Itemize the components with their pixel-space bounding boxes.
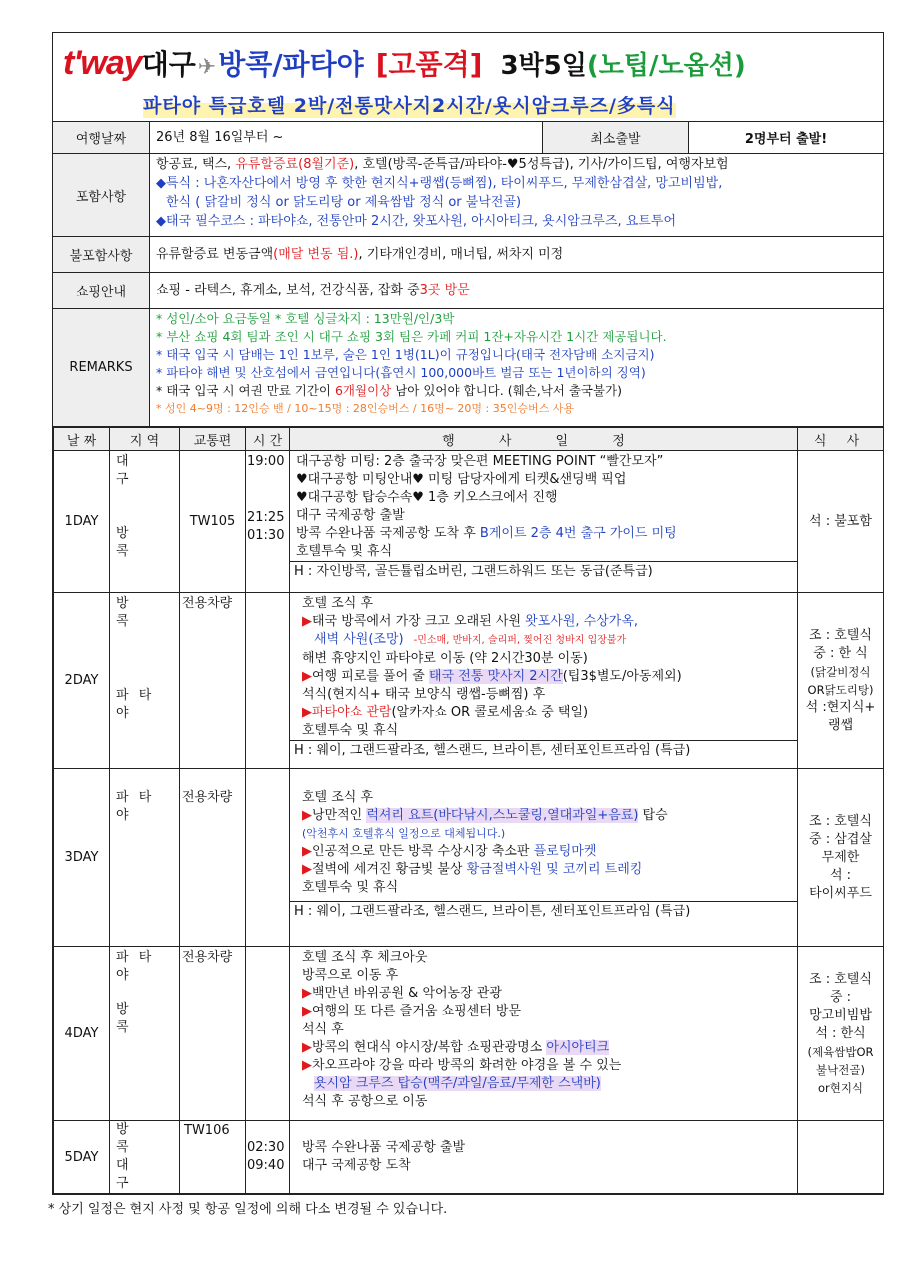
day-5-line-1: 방콕 수완나품 국제공항 출발	[302, 1140, 466, 1155]
footnote: * 상기 일정은 현지 사정 및 항공 일정에 의해 다소 변경될 수 있습니다.	[48, 1202, 448, 1217]
day-2-line-5-b: (팁3$별도/아동제외)	[562, 669, 682, 684]
must-course-line: ◆태국 필수코스 : 파타야쇼, 전통안마 2시간, 왓포사원, 아시아티크, 욧시암크루즈, 요트투어	[156, 214, 677, 229]
day-2-itinerary	[290, 593, 798, 769]
floating-market: 플로팅마켓	[533, 844, 597, 859]
included-row	[53, 154, 883, 237]
excluded-monthly-note: (매달 변동 됨.)	[273, 247, 359, 262]
day-4-times	[246, 947, 290, 1121]
day-3-meal-4: 석 :	[829, 867, 852, 883]
day-5-itinerary	[290, 1121, 798, 1194]
day-1-lines	[290, 451, 797, 561]
day-5-flight	[180, 1121, 246, 1194]
day-1-itinerary	[290, 451, 798, 593]
day-2-meal-5: 석 :현지식+	[805, 699, 876, 715]
day-1-meal: 석 : 불포함	[798, 451, 884, 593]
remark-5-b: 남아 있어야 합니다. (훼손,낙서 출국불가)	[391, 383, 623, 398]
plane-icon: ✈	[197, 55, 217, 80]
shopping-visits: 3곳 방문	[419, 283, 470, 298]
day-3-lines	[290, 769, 797, 901]
day-3-region	[110, 769, 180, 947]
min-departure-value: 2명부터 출발!	[744, 132, 828, 147]
arrow-icon: ▶	[302, 1040, 312, 1055]
day-5-line-2: 대구 국제공항 도착	[302, 1158, 411, 1173]
grade-badge: [고품격]	[375, 48, 483, 81]
day-5-times	[246, 1121, 290, 1194]
day-4-meal-2: 중 :	[829, 989, 852, 1005]
day-4-line-7	[302, 1057, 791, 1075]
schedule-header-row	[54, 428, 884, 451]
included-label: 포함사항	[53, 154, 150, 236]
day-2-times	[246, 593, 290, 769]
day-2-meal	[798, 593, 884, 769]
day-4-line-6-a: 방콕의 현대식 야시장/복합 쇼핑관광명소	[312, 1040, 547, 1055]
day-2-line-7	[302, 704, 791, 722]
remark-6: * 성인 4~9명 : 12인승 밴 / 10~15명 : 28인승버스 / 16명~ 20명 : 35인승버스 사용	[156, 402, 574, 415]
day-4-row	[54, 947, 884, 1121]
day-4-line-5: 석식 후	[302, 1022, 344, 1037]
itinerary-frame	[52, 32, 884, 1195]
day-2-row	[54, 593, 884, 769]
wat-pho-temple: 왓포사원, 수상가옥,	[525, 614, 639, 629]
day-2-lines	[290, 593, 797, 740]
shopping-label: 쇼핑안내	[53, 273, 150, 308]
day-2-region	[110, 593, 180, 769]
day-3-transport-text: 전용차량	[182, 790, 233, 805]
asiatique: 아시아티크	[546, 1040, 610, 1055]
day-4-meal-6: 불낙전골)	[816, 1062, 865, 1077]
day-2-meal-1: 조 : 호텔식	[809, 627, 872, 643]
day-4-line-2: 방콕으로 이동 후	[302, 968, 399, 983]
fuel-surcharge-note: 유류할증료(8월기준)	[235, 157, 355, 172]
duration: 3박5일	[500, 51, 587, 81]
dawn-temple: 새벽 사원(조망)	[314, 632, 404, 647]
remark-5	[156, 382, 877, 400]
thai-massage: 태국 전통 맛사지 2시간	[429, 669, 563, 684]
day-3-meal	[798, 769, 884, 947]
header-meal: 식 사	[798, 428, 884, 451]
day-1-line-4: 대구 국제공항 출발	[296, 508, 405, 523]
day-2-line-7-b: (알카자쇼 OR 콜로세움쇼 중 택일)	[391, 705, 589, 720]
header-day: 날 짜	[54, 428, 110, 451]
day-3-row	[54, 769, 884, 947]
arrow-icon: ▶	[302, 705, 312, 720]
day-1-times	[246, 451, 290, 593]
day-4-meal-4: 석 : 한식	[815, 1025, 866, 1041]
arrow-icon: ▶	[302, 614, 312, 629]
excluded-content	[150, 237, 883, 272]
day-4-meal-1: 조 : 호텔식	[809, 971, 872, 987]
shopping-content	[150, 273, 883, 308]
day-3-meal-5: 타이씨푸드	[809, 885, 872, 901]
guide-meeting-point: B게이트 2층 4번 출구 가이드 미팅	[479, 526, 677, 541]
day-2-line-4: 해변 휴양지인 파타야로 이동 (약 2시간30분 이동)	[302, 651, 588, 666]
remarks-label: REMARKS	[53, 309, 150, 426]
day-1-line-3: ♥대구공항 탑승수속♥ 1층 키오스크에서 진행	[296, 490, 558, 505]
day-2-line-3	[302, 631, 791, 650]
day-2-region-2: 파 타 야	[116, 688, 155, 721]
day-3-line-2-a: 낭만적인	[312, 808, 367, 823]
day-3-meal-1: 조 : 호텔식	[809, 813, 872, 829]
day-1-region-2: 방 콕	[116, 526, 147, 559]
day-2-hotel: H : 웨이, 그랜드팔라조, 헬스랜드, 브라이튼, 센터포인트프라임 (특급)	[290, 740, 797, 761]
day-2-meal-4: OR닭도리탕)	[807, 682, 874, 697]
destination: 방콕/파타야	[218, 48, 364, 81]
day-4-region	[110, 947, 180, 1121]
day-2-line-8: 호텔투숙 및 휴식	[302, 723, 399, 738]
day-3-line-1: 호텔 조식 후	[302, 790, 374, 805]
day-4-meal-7: or현지식	[817, 1080, 864, 1095]
day-3-label: 3DAY	[54, 769, 110, 947]
day-3-line-6: 호텔투숙 및 휴식	[302, 880, 399, 895]
included-line-1	[156, 155, 877, 174]
date-value: 26년 8월 16일부터 ~	[150, 122, 543, 153]
day-4-line-3	[302, 985, 791, 1003]
schedule-table	[53, 427, 884, 1194]
day-1-line-1: 대구공항 미팅: 2층 출국장 맞은편 MEETING POINT “빨간모자”	[296, 454, 664, 469]
day-5-time-1: 02:30	[247, 1140, 285, 1155]
day-4-transport	[180, 947, 246, 1121]
arrow-icon: ▶	[302, 862, 312, 877]
day-1-time-3: 01:30	[247, 528, 285, 543]
day-3-region-1: 파 타 야	[116, 790, 155, 823]
day-2-meal-2: 중 : 한 식	[813, 645, 868, 661]
day-3-meal-2: 중 : 삼겹살	[809, 831, 872, 847]
remark-5-a: * 태국 입국 시 여권 만료 기간이	[156, 383, 335, 398]
day-4-meal	[798, 947, 884, 1121]
excluded-text-b: , 기타개인경비, 매너팁, 써차지 미정	[358, 247, 564, 262]
day-3-transport	[180, 769, 246, 947]
day-3-line-4	[302, 843, 791, 861]
arrow-icon: ▶	[302, 844, 312, 859]
day-3-meal-3: 무제한	[821, 849, 860, 865]
day-5-region	[110, 1121, 180, 1194]
day-5-meal	[798, 1121, 884, 1194]
header-itinerary: 행 사 일 정	[290, 428, 798, 451]
day-3-line-5	[302, 861, 791, 879]
day-2-line-2-a: 태국 방콕에서 가장 크고 오래된 사원	[312, 614, 526, 629]
yodsiam-cruise: 욧시암 크루즈 탑승(맥주/과일/음료/무제한 스낵바)	[314, 1076, 601, 1091]
day-3-times	[246, 769, 290, 947]
day-3-itinerary	[290, 769, 798, 947]
day-4-region-2: 방 콕	[116, 1002, 147, 1035]
day-4-itinerary	[290, 947, 798, 1121]
options-note: (노팁/노옵션)	[586, 51, 746, 81]
subtitle: 파타야 특급호텔 2박/전통맛사지2시간/욧시암크루즈/多특식	[143, 91, 676, 118]
tway-logo-way: way	[80, 44, 142, 82]
arrow-icon: ▶	[302, 669, 312, 684]
day-4-line-8	[302, 1075, 791, 1093]
min-departure-label: 최소출발	[543, 122, 689, 153]
day-1-line-5	[296, 525, 791, 543]
arrow-icon: ▶	[302, 808, 312, 823]
remark-3: * 태국 입국 시 담배는 1인 1보루, 술은 1인 1병(1L)이 규정입니다(태국 전자담배 소지금지)	[156, 347, 655, 362]
day-2-line-1: 호텔 조식 후	[302, 596, 374, 611]
day-4-line-4	[302, 1003, 791, 1021]
passport-validity: 6개월이상	[334, 383, 392, 398]
shopping-row	[53, 273, 883, 309]
day-4-transport-text: 전용차량	[182, 950, 233, 965]
day-4-meal-5: (제육쌈밥OR	[807, 1044, 874, 1059]
excluded-row	[53, 237, 883, 273]
excluded-label: 불포함사항	[53, 237, 150, 272]
day-1-hotel: H : 자인방콕, 골든튤립소버린, 그랜드하워드 또는 동급(준특급)	[290, 561, 797, 582]
day-3-line-5-a: 절벽에 세겨진 황금빛 불상	[312, 862, 467, 877]
included-text-a: 항공료, 택스,	[156, 157, 236, 172]
day-4-line-6	[302, 1039, 791, 1057]
day-2-region-1: 방 콕	[116, 596, 147, 629]
day-2-line-5-a: 여행 피로를 풀어 줄	[312, 669, 429, 684]
day-5-region-2: 대 구	[116, 1158, 147, 1191]
weather-note: (악천후시 호텔휴식 일정으로 대체됩니다.)	[302, 827, 506, 840]
remarks-row	[53, 309, 883, 427]
day-3-line-2-b: 탑승	[638, 808, 668, 823]
day-1-time-1: 19:00	[247, 454, 285, 469]
day-5-time-2: 09:40	[247, 1158, 285, 1173]
day-4-line-9: 석식 후 공항으로 이동	[302, 1094, 428, 1109]
dress-code-note: -민소매, 반바지, 슬리퍼, 찢어진 청바지 입장불가	[413, 635, 627, 646]
day-1-time-2: 21:25	[247, 510, 285, 525]
day-5-label: 5DAY	[54, 1121, 110, 1194]
title-block	[53, 33, 883, 122]
luxury-yacht: 럭셔리 요트(바다낚시,스노쿨링,열대과일+음료)	[366, 808, 639, 823]
included-content	[150, 154, 883, 236]
day-4-lines	[290, 947, 797, 1113]
day-1-line-2: ♥대구공항 미팅안내♥ 미팅 담당자에게 티켓&샌딩백 픽업	[296, 472, 627, 487]
remark-2: * 부산 쇼핑 4회 팀과 조인 시 대구 쇼핑 3회 팀은 카페 커피 1잔+자유시간 1시간 제공됩니다.	[156, 329, 667, 344]
day-3-line-4-a: 인공적으로 만든 방콕 수상시장 축소판	[312, 844, 534, 859]
day-2-transport-text: 전용차량	[182, 596, 233, 611]
day-4-label: 4DAY	[54, 947, 110, 1121]
korean-meal-line: 한식 ( 닭갈비 정식 or 닭도리탕 or 제육쌈밥 정식 or 불낙전골)	[166, 195, 522, 210]
day-1-label: 1DAY	[54, 451, 110, 593]
day-4-line-4-text: 여행의 또 다른 즐거움 쇼핑센터 방문	[312, 1004, 522, 1019]
header-time: 시 간	[246, 428, 290, 451]
included-text-b: , 호텔(방콕-준특급/파타야-♥5성특급), 기사/가이드팁, 여행자보험	[354, 157, 729, 172]
arrow-icon: ▶	[302, 986, 312, 1001]
departure-city: 대구	[141, 48, 196, 81]
title-line	[63, 43, 746, 83]
date-row	[53, 122, 883, 154]
arrow-icon: ▶	[302, 1004, 312, 1019]
remark-1: * 성인/소아 요금동일 * 호텔 싱글차지 : 13만원/인/3박	[156, 311, 455, 326]
day-5-region-1: 방 콕	[116, 1122, 147, 1155]
shopping-text: 쇼핑 - 라텍스, 휴게소, 보석, 건강식품, 잡화 중	[156, 283, 420, 298]
day-1-region-1: 대 구	[116, 454, 147, 487]
tway-logo-t: t'	[63, 44, 81, 82]
day-2-line-6: 석식(현지식+ 태국 보양식 랭쌥-등뼈찜) 후	[302, 687, 546, 702]
day-5-row	[54, 1121, 884, 1194]
day-2-transport	[180, 593, 246, 769]
day-1-row	[54, 451, 884, 593]
special-meals-line: ◆특식 : 나혼자산다에서 방영 후 핫한 현지식+랭쌥(등뼈찜), 타이씨푸드, 무제한삼겹살, 망고비빔밥,	[156, 176, 723, 191]
golden-cliff-temple: 황금절벽사원 및 코끼리 트레킹	[466, 862, 643, 877]
day-4-line-1: 호텔 조식 후 체크아웃	[302, 950, 428, 965]
day-1-region	[110, 451, 180, 593]
day-2-line-2	[302, 613, 791, 631]
day-4-line-7-text: 차오프라야 강을 따라 방콕의 화려한 야경을 볼 수 있는	[312, 1058, 622, 1073]
day-1-flight: TW105	[180, 451, 246, 593]
day-2-line-5	[302, 668, 791, 686]
header-region: 지 역	[110, 428, 180, 451]
remarks-content	[150, 309, 883, 426]
day-2-meal-3: (닭갈비정식	[810, 664, 871, 679]
arrow-icon: ▶	[302, 1058, 312, 1073]
day-1-line-5-a: 방콕 수완나품 국제공항 도착 후	[296, 526, 480, 541]
day-2-label: 2DAY	[54, 593, 110, 769]
itinerary-page	[48, 32, 884, 1217]
day-3-hotel: H : 웨이, 그랜드팔라조, 헬스랜드, 브라이튼, 센터포인트프라임 (특급)	[290, 901, 797, 922]
pattaya-show: 파타야쇼 관람	[312, 705, 392, 720]
day-4-line-3-text: 백만년 바위공원 & 악어농장 관광	[312, 986, 502, 1001]
day-4-region-1: 파 타 야	[116, 950, 155, 983]
remark-4: * 파타야 해변 및 산호섬에서 금연입니다(흡연시 100,000바트 벌금 또는 1년이하의 징역)	[156, 365, 646, 380]
day-1-line-6: 호텔투숙 및 휴식	[296, 544, 393, 559]
day-3-line-2	[302, 807, 791, 825]
header-transport: 교통편	[180, 428, 246, 451]
date-label: 여행날짜	[53, 122, 150, 153]
excluded-text-a: 유류할증료 변동금액	[156, 247, 274, 262]
day-5-flight-text: TW106	[184, 1123, 230, 1138]
day-2-meal-6: 랭쌥	[827, 717, 854, 733]
day-4-meal-3: 망고비빔밥	[809, 1007, 872, 1023]
